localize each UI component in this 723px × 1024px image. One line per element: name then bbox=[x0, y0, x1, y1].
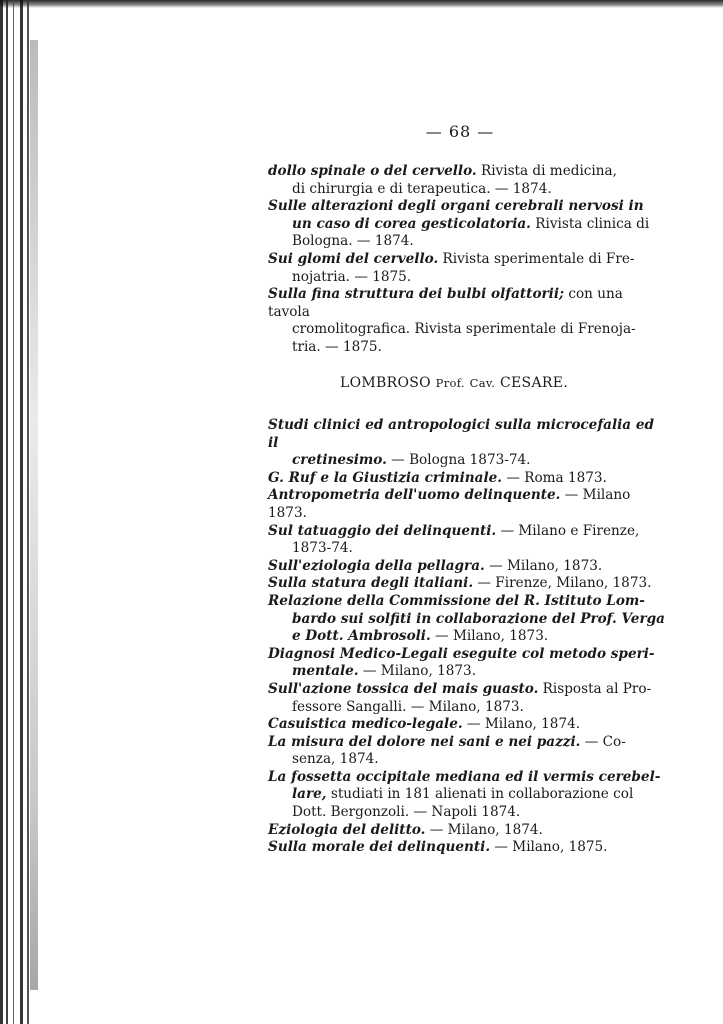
page-number: — 68 — bbox=[425, 122, 495, 141]
reference-title: G. Ruf e la Giustizia criminale. bbox=[268, 469, 503, 486]
reference-source: — Milano e Firenze, bbox=[496, 522, 640, 539]
author-heading bbox=[340, 375, 600, 391]
reference-title: Sulla fina struttura dei bulbi olfattorii; bbox=[268, 286, 565, 303]
reference-source: Rivista di medicina, bbox=[476, 163, 617, 179]
reference-entry bbox=[268, 470, 668, 488]
reference-source: — Co- bbox=[580, 733, 626, 750]
reference-entry bbox=[268, 593, 668, 646]
reference-entry bbox=[268, 487, 668, 522]
reference-source: studiati in 181 alienati in collaborazione col bbox=[326, 786, 634, 803]
reference-entry bbox=[268, 716, 668, 734]
reference-continuation: 1873-74. bbox=[292, 540, 353, 557]
reference-continuation: Dott. Bergonzoli. — Napoli 1874. bbox=[292, 804, 521, 821]
reference-title: Antropometria dell'uomo delinquente. bbox=[268, 487, 561, 504]
reference-title: Sulla morale dei delinquenti. bbox=[268, 839, 491, 856]
reference-title: Eziologia del delitto. bbox=[268, 821, 426, 838]
reference-source: — Milano, 1875. bbox=[490, 839, 608, 856]
reference-entry bbox=[268, 681, 668, 716]
reference-title: Sul tatuaggio dei delinquenti. bbox=[268, 522, 497, 539]
reference-title-cont: mentale. bbox=[292, 663, 359, 680]
reference-list-1 bbox=[268, 163, 668, 357]
reference-title: Sull'azione tossica del mais guasto. bbox=[268, 680, 539, 697]
author-title-cav: Cav. bbox=[469, 376, 496, 390]
reference-continuation: Bologna. — 1874. bbox=[292, 233, 414, 250]
reference-continuation: senza, 1874. bbox=[292, 751, 379, 768]
reference-source: Rivista clinica di bbox=[530, 215, 650, 232]
reference-title: Sulle alterazioni degli organi cerebrali nervosi in bbox=[268, 198, 644, 215]
reference-title: Casuistica medico-legale. bbox=[268, 716, 463, 733]
reference-title: Sull'eziologia della pellagra. bbox=[268, 557, 485, 574]
reference-continuation bbox=[268, 663, 668, 681]
reference-title: Sui glomi del cervello. bbox=[268, 250, 439, 267]
reference-title-cont: un caso di corea gesticolatoria. bbox=[292, 215, 531, 232]
reference-entry bbox=[268, 769, 668, 822]
reference-title: La misura del dolore nei sani e nei pazzi. bbox=[268, 733, 581, 750]
reference-title: Relazione della Commissione del R. Istituto Lom- bbox=[268, 592, 645, 609]
reference-title: dollo spinale o del cervello. bbox=[268, 163, 477, 179]
scan-left-shadow bbox=[30, 40, 38, 990]
reference-continuation bbox=[268, 628, 668, 646]
reference-source: — Milano, 1874. bbox=[462, 716, 581, 733]
reference-continuation: tria. — 1875. bbox=[292, 338, 382, 355]
reference-continuation: fessore Sangalli. — Milano, 1873. bbox=[292, 698, 524, 715]
reference-source: — Milano, 1873. bbox=[358, 663, 477, 680]
reference-title-cont: cretinesimo. bbox=[292, 452, 387, 469]
reference-list-2 bbox=[268, 417, 668, 857]
reference-source: — Milano, 1873. bbox=[430, 628, 549, 645]
reference-entry bbox=[268, 575, 668, 593]
reference-entry bbox=[268, 198, 668, 251]
reference-title-cont: bardo sui solfiti in collaborazione del Prof. Verga bbox=[292, 610, 665, 627]
reference-entry bbox=[268, 822, 668, 840]
reference-entry bbox=[268, 286, 668, 356]
reference-entry bbox=[268, 839, 668, 857]
reference-continuation bbox=[268, 786, 668, 804]
reference-source: — Milano 1873. bbox=[268, 487, 631, 521]
reference-entry bbox=[268, 734, 668, 769]
reference-entry bbox=[268, 163, 668, 198]
reference-continuation bbox=[268, 452, 668, 470]
reference-entry bbox=[268, 646, 668, 681]
reference-title: La fossetta occipitale mediana ed il vermis cerebel- bbox=[268, 768, 661, 785]
reference-title: Sulla statura degli italiani. bbox=[268, 575, 474, 592]
author-given-name: CESARE. bbox=[500, 375, 568, 391]
reference-entry bbox=[268, 251, 668, 286]
reference-title: Diagnosi Medico-Legali eseguite col metodo speri- bbox=[268, 645, 655, 662]
reference-continuation: cromolitografica. Rivista sperimentale di Frenoja- bbox=[292, 321, 636, 338]
reference-source: — Bologna 1873-74. bbox=[386, 452, 531, 469]
reference-entry bbox=[268, 558, 668, 576]
author-surname: LOMBROSO bbox=[340, 375, 431, 391]
reference-continuation: nojatria. — 1875. bbox=[292, 268, 412, 285]
reference-source: Rivista sperimentale di Fre- bbox=[438, 250, 635, 267]
reference-source: con una tavola bbox=[268, 286, 623, 320]
reference-title-cont: lare, bbox=[292, 786, 327, 803]
reference-title-cont: e Dott. Ambrosoli. bbox=[292, 628, 431, 645]
scan-top-edge bbox=[0, 0, 723, 8]
author-title-prof: Prof. bbox=[435, 376, 465, 390]
reference-entry bbox=[268, 523, 668, 558]
reference-entry bbox=[268, 417, 668, 470]
reference-source: — Firenze, Milano, 1873. bbox=[473, 575, 652, 592]
reference-source: — Milano, 1873. bbox=[484, 557, 603, 574]
reference-title: Studi clinici ed antropologici sulla microcefalia ed il bbox=[268, 417, 655, 451]
reference-source: Risposta al Pro- bbox=[538, 680, 652, 697]
reference-source: — Roma 1873. bbox=[502, 469, 607, 486]
reference-continuation: di chirurgia e di terapeutica. — 1874. bbox=[292, 180, 552, 197]
reference-source: — Milano, 1874. bbox=[425, 821, 543, 838]
reference-continuation bbox=[268, 216, 668, 234]
